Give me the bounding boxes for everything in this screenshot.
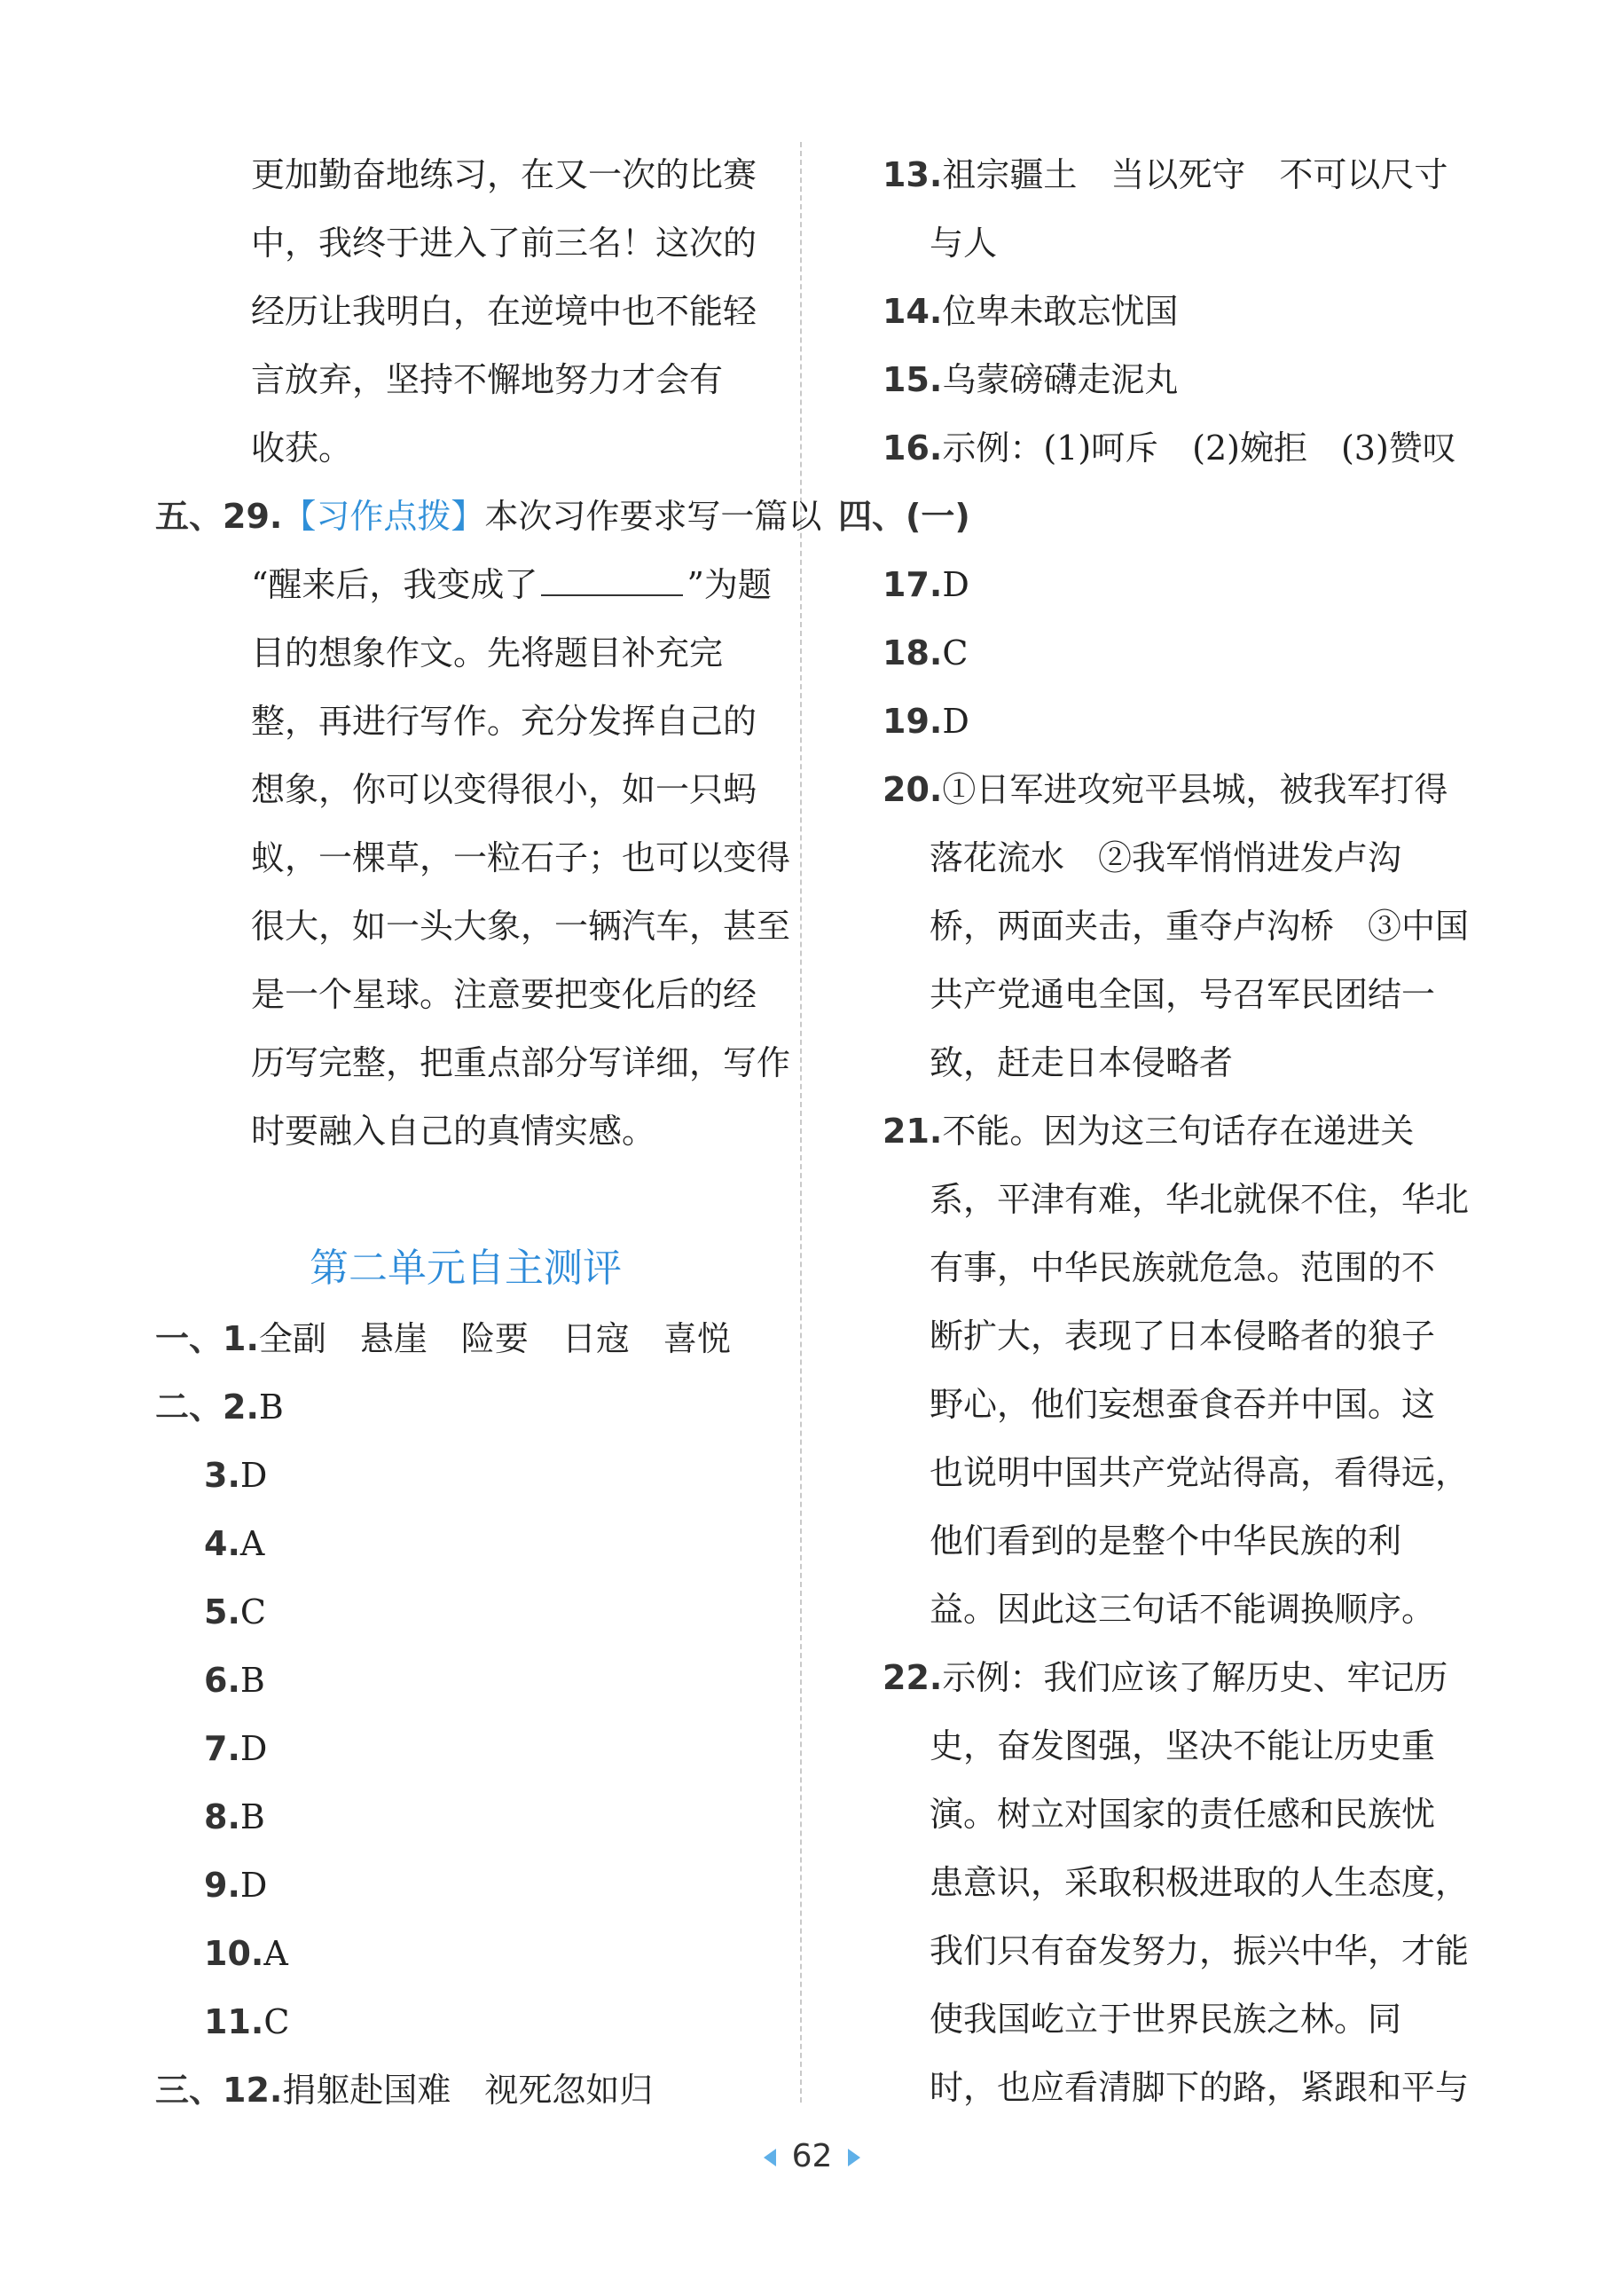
page-footer	[0, 2138, 1624, 2174]
answer-item	[155, 1372, 284, 1442]
text-line: 演。树立对国家的责任感和民族忧	[930, 1795, 1436, 1834]
text-line: 使我国屹立于世界民族之林。同	[930, 2000, 1402, 2039]
quote-close: ”为题	[686, 565, 772, 604]
text-line: 有事，中华民族就危急。范围的不	[930, 1248, 1436, 1287]
answer-number: 6.	[204, 1661, 240, 1700]
answer-number: 10.	[204, 1934, 264, 1973]
answer-item	[883, 1097, 1414, 1166]
answer-item	[883, 687, 969, 756]
answer-text: 捐躯赴国难 视死忽如归	[282, 2071, 654, 2110]
prev-arrow-icon	[764, 2149, 776, 2166]
answer-number: 19.	[883, 702, 943, 741]
answer-text: D	[942, 702, 969, 741]
answer-number: 9.	[204, 1866, 240, 1905]
text-line: 想象，你可以变得很小，如一只蚂	[251, 770, 757, 809]
next-arrow-icon	[848, 2149, 860, 2166]
answer-number: 18.	[883, 633, 943, 672]
answer-item	[883, 140, 1447, 209]
page-number: 62	[791, 2138, 833, 2174]
answer-number: 二、2.	[155, 1388, 259, 1427]
answer-number: 一、1.	[155, 1319, 259, 1358]
text-line: 言放弃，坚持不懈地努力才会有	[251, 360, 724, 399]
answer-number: 16.	[883, 428, 943, 468]
answer-text: 祖宗疆土 当以死守 不可以尺寸	[942, 155, 1448, 194]
text-line: 野心，他们妄想蚕食吞并中国。这	[930, 1385, 1436, 1424]
answer-number: 11.	[204, 2002, 264, 2041]
answer-text: B	[258, 1388, 284, 1427]
answer-number: 5.	[204, 1592, 240, 1631]
quote-open: “醒来后，我变成了	[251, 565, 538, 604]
text-line: 益。因此这三句话不能调换顺序。	[930, 1590, 1436, 1629]
answer-item	[883, 345, 1178, 414]
question-number: 五、29.	[155, 497, 283, 536]
answer-number: 三、12.	[155, 2071, 283, 2110]
text-line: 桥，两面夹击，重夺卢沟桥 ③中国	[930, 907, 1470, 946]
answer-number: 22.	[883, 1658, 943, 1697]
text-line: 历写完整，把重点部分写详细，写作	[251, 1043, 791, 1082]
text-line: 本次习作要求写一篇以	[484, 497, 822, 536]
answer-item	[204, 1919, 288, 1988]
text-line: 共产党通电全国，号召军民团结一	[930, 975, 1436, 1014]
answer-item	[155, 1304, 731, 1373]
answer-item	[204, 1782, 265, 1851]
text-line: 我们只有奋发努力，振兴中华，才能	[930, 1931, 1470, 1970]
answer-number: 13.	[883, 155, 943, 194]
answer-text: D	[942, 565, 969, 604]
answer-item	[204, 1714, 267, 1783]
text-line: 与人	[930, 224, 998, 263]
answer-item	[204, 1577, 266, 1647]
answer-text: 不能。因为这三句话存在递进关	[942, 1112, 1415, 1151]
text-line: 系，平津有难，华北就保不住，华北	[930, 1180, 1470, 1219]
answer-item	[883, 618, 968, 688]
answer-number: 17.	[883, 565, 943, 604]
answer-text: 示例：(1)呵斥 (2)婉拒 (3)赞叹	[942, 428, 1456, 468]
fill-blank	[541, 555, 683, 596]
text-line: 落花流水 ②我军悄悄进发卢沟	[930, 838, 1402, 877]
answer-item	[883, 550, 969, 619]
answer-number: 3.	[204, 1456, 240, 1495]
answer-text: 全副 悬崖 险要 日寇 喜悦	[258, 1319, 731, 1358]
text-line: 经历让我明白，在逆境中也不能轻	[251, 292, 757, 331]
answer-item	[204, 1441, 267, 1510]
text-line: 时要融入自己的真情实感。	[251, 1112, 656, 1151]
answer-text: A	[263, 1934, 288, 1973]
text-line: 致，赶走日本侵略者	[930, 1043, 1234, 1082]
answer-item	[204, 1987, 289, 2056]
answer-item	[883, 1643, 1447, 1712]
text-line: 他们看到的是整个中华民族的利	[930, 1521, 1402, 1561]
answer-text: C	[263, 2002, 290, 2041]
text-line: 很大，如一头大象，一辆汽车，甚至	[251, 907, 791, 946]
text-line: 时，也应看清脚下的路，紧跟和平与	[930, 2068, 1470, 2107]
answer-number: 8.	[204, 1797, 240, 1836]
answer-text: ①日军进攻宛平县城，被我军打得	[942, 770, 1448, 809]
answer-text: 位卑未敢忘忧国	[942, 292, 1179, 331]
text-line: 中，我终于进入了前三名！这次的	[251, 224, 757, 263]
answer-item	[883, 413, 1456, 483]
text-line: 史，奋发图强，坚决不能让历史重	[930, 1726, 1436, 1765]
answer-text: C	[239, 1592, 266, 1631]
text-line: 是一个星球。注意要把变化后的经	[251, 975, 757, 1014]
answer-text: A	[239, 1524, 265, 1563]
answer-text: C	[942, 633, 969, 672]
writing-tip-tag: 【习作点拨】	[282, 497, 485, 536]
question-29	[155, 482, 821, 551]
answer-item	[204, 1851, 267, 1920]
answer-number: 4.	[204, 1524, 240, 1563]
answer-item	[204, 1646, 265, 1715]
answer-number: 20.	[883, 770, 943, 809]
answer-item	[883, 277, 1178, 346]
column-divider	[800, 142, 802, 2103]
text-line: 患意识，采取积极进取的人生态度，	[930, 1863, 1470, 1902]
answer-item	[883, 755, 1447, 824]
answer-number: 21.	[883, 1112, 943, 1151]
answer-text: D	[239, 1729, 268, 1768]
answer-text: B	[239, 1661, 265, 1700]
text-line: 蚁，一棵草，一粒石子；也可以变得	[251, 838, 791, 877]
question-29-title-line	[251, 550, 772, 619]
text-line: 整，再进行写作。充分发挥自己的	[251, 702, 757, 741]
text-line: 也说明中国共产党站得高，看得远，	[930, 1453, 1470, 1492]
answer-number: 14.	[883, 292, 943, 331]
answer-text: D	[239, 1866, 268, 1905]
answer-number: 7.	[204, 1729, 240, 1768]
answer-text: B	[239, 1797, 265, 1836]
answer-item	[204, 1509, 264, 1578]
answer-number: 15.	[883, 360, 943, 399]
answer-text: D	[239, 1456, 268, 1495]
text-line: 收获。	[251, 428, 353, 468]
text-line: 更加勤奋地练习，在又一次的比赛	[251, 155, 757, 194]
answer-number: 四、(一)	[838, 497, 970, 536]
answer-item	[155, 2056, 653, 2125]
answer-item	[838, 482, 970, 551]
answer-text: 乌蒙磅礴走泥丸	[942, 360, 1179, 399]
section-title: 第二单元自主测评	[310, 1246, 622, 1291]
text-line: 断扩大，表现了日本侵略者的狼子	[930, 1317, 1436, 1356]
answer-text: 示例：我们应该了解历史、牢记历	[942, 1658, 1448, 1697]
text-line: 目的想象作文。先将题目补充完	[251, 633, 724, 672]
